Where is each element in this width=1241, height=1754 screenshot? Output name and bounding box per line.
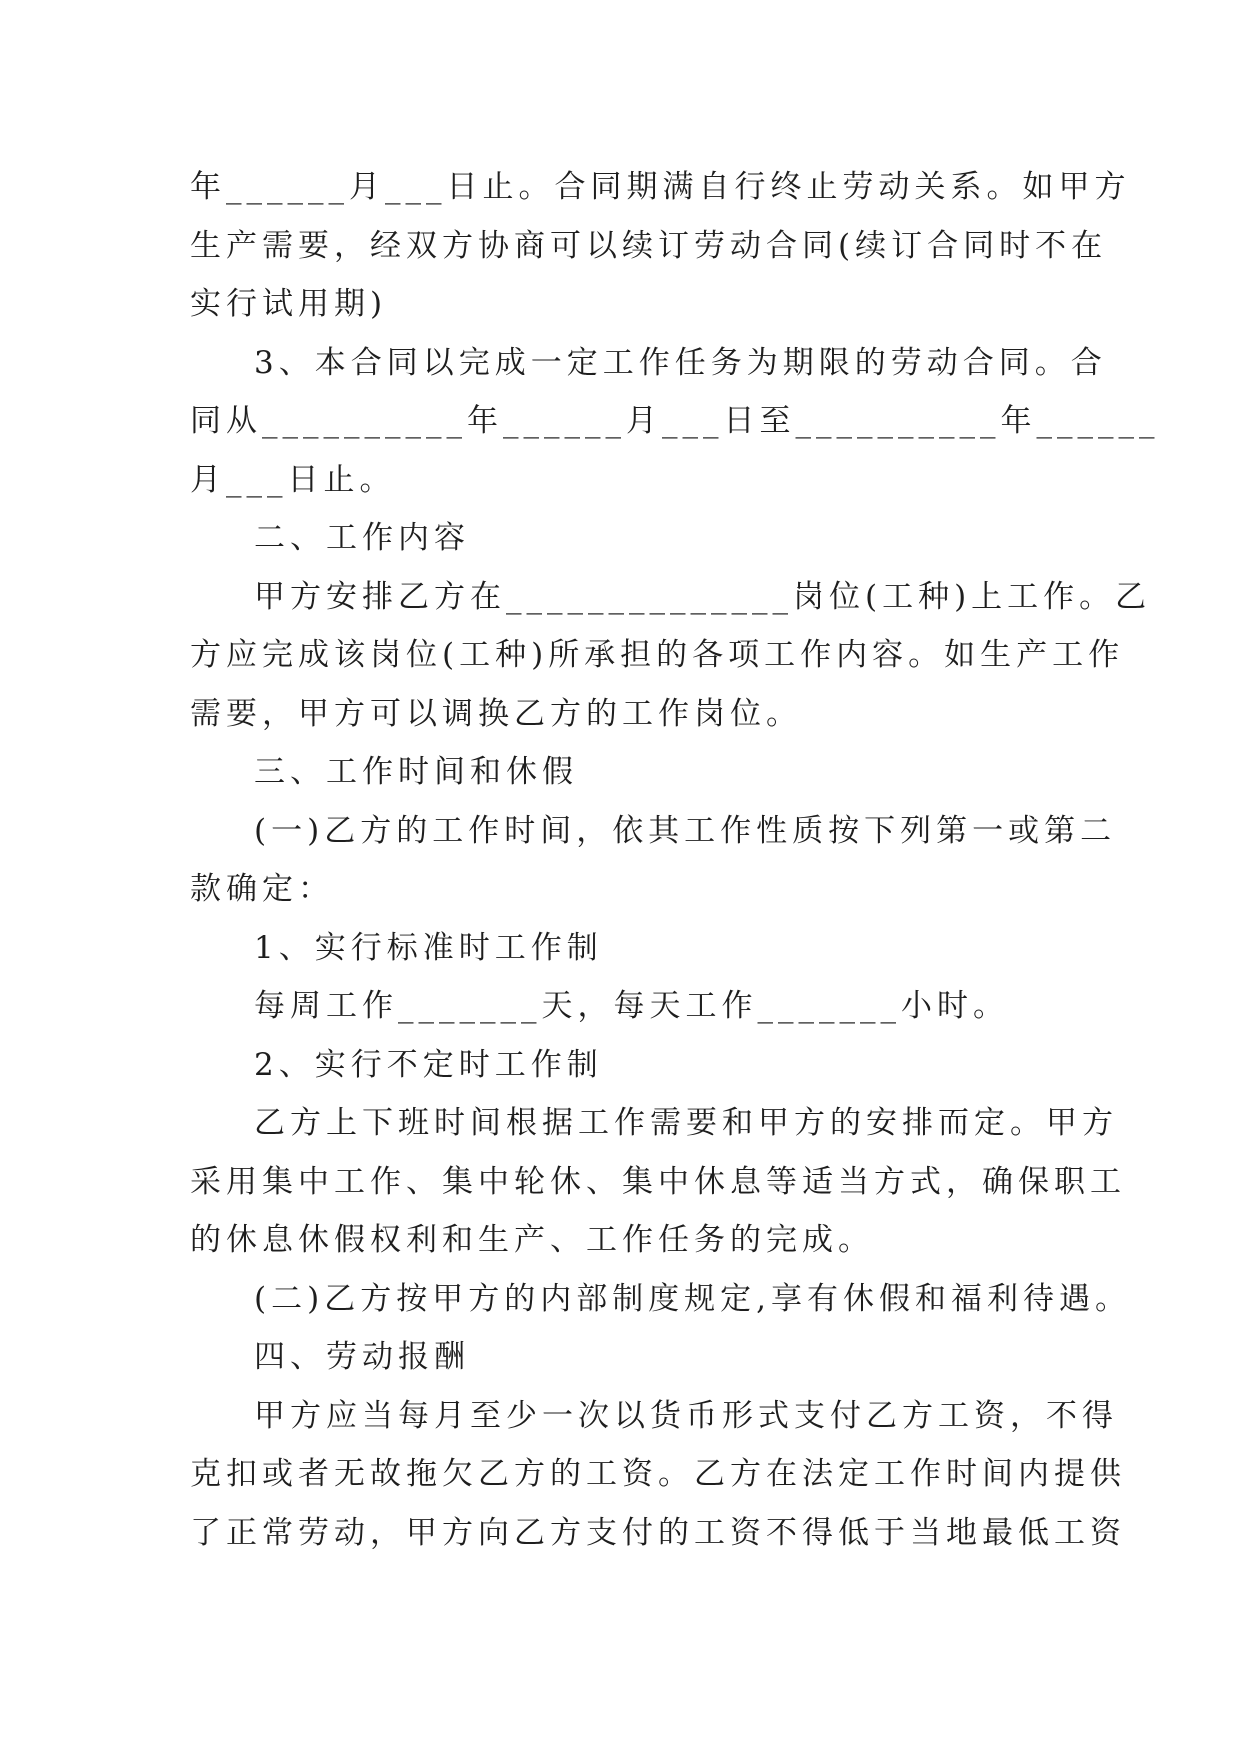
text-line: 实行试用期)	[190, 286, 388, 322]
text-line: 方应完成该岗位(工种)所承担的各项工作内容。如生产工作	[190, 637, 1125, 673]
text-line: 了正常劳动，甲方向乙方支付的工资不得低于当地最低工资	[190, 1514, 1126, 1551]
text-line: 年______月___日止。合同期满自行终止劳动关系。如甲方	[190, 169, 1131, 205]
text-line: 生产需要，经双方协商可以续订劳动合同(续订合同时不在	[190, 227, 1108, 264]
text-line: 月___日止。	[190, 461, 396, 498]
text-line: 甲方安排乙方在______________岗位(工种)上工作。乙	[254, 578, 1152, 615]
text-line: 乙方上下班时间根据工作需要和甲方的安排而定。甲方	[254, 1105, 1118, 1141]
section-heading-work-content: 二、工作内容	[254, 520, 470, 556]
section-heading-remuneration: 四、劳动报酬	[254, 1339, 470, 1375]
text-line: 克扣或者无故拖欠乙方的工资。乙方在法定工作时间内提供	[190, 1456, 1126, 1492]
text-line: 需要，甲方可以调换乙方的工作岗位。	[190, 695, 802, 732]
text-line: 每周工作_______天，每天工作_______小时。	[254, 988, 1009, 1024]
text-line: 同从__________年______月___日至__________年______	[190, 403, 1160, 439]
text-line: 采用集中工作、集中轮休、集中休息等适当方式，确保职工	[190, 1163, 1126, 1200]
subheading-standard-hours: 1、实行标准时工作制	[254, 929, 603, 966]
text-line: (一)乙方的工作时间，依其工作性质按下列第一或第二	[254, 812, 1117, 849]
text-line: (二)乙方按甲方的内部制度规定,享有休假和福利待遇。	[254, 1280, 1132, 1317]
text-line: 款确定：	[190, 871, 334, 907]
section-heading-work-hours: 三、工作时间和休假	[254, 754, 578, 790]
text-line: 的休息休假权利和生产、工作任务的完成。	[190, 1222, 874, 1258]
contract-text	[190, 158, 1160, 1562]
text-line: 甲方应当每月至少一次以货币形式支付乙方工资，不得	[254, 1397, 1118, 1434]
subheading-flexible-hours: 2、实行不定时工作制	[254, 1046, 603, 1083]
clause-3-line: 3、本合同以完成一定工作任务为期限的劳动合同。合	[254, 344, 1107, 381]
